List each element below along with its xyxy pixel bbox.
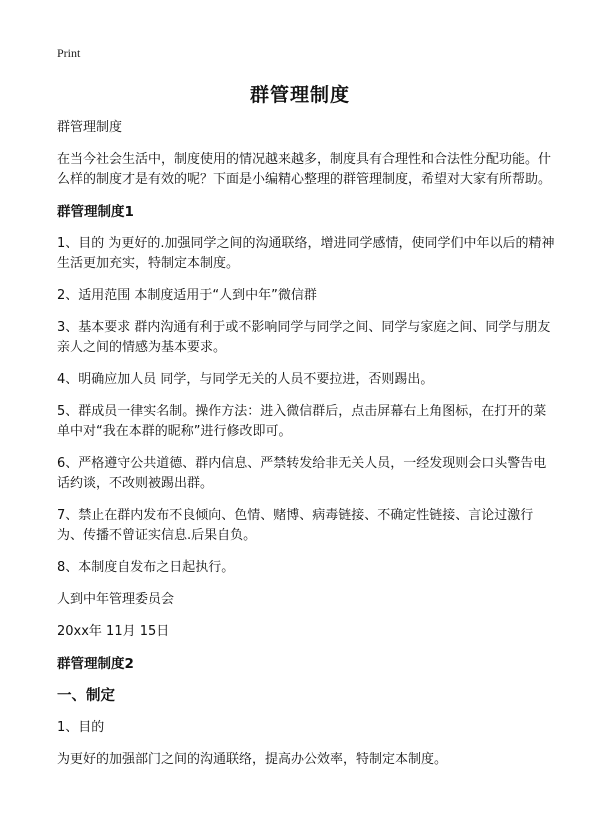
intro-paragraph: 在当今社会生活中，制度使用的情况越来越多，制度具有合理性和合法性分配功能。什么样的制度才是有效的呢？下面是小编精心整理的群管理制度，希望对大家有所帮助。	[57, 152, 552, 187]
section1-date: 20xx年 11月 15日	[57, 624, 170, 639]
section2-item-text: 为更好的加强部门之间的沟通联络，提高办公效率，特制定本制度。	[57, 752, 448, 767]
section1-item-4: 4、明确应加人员 同学，与同学无关的人员不要拉进，否则踢出。	[57, 372, 434, 387]
document-content	[57, 118, 557, 782]
section1-item-2: 2、适用范围 本制度适用于“人到中年”微信群	[57, 288, 317, 303]
section1-signature: 人到中年管理委员会	[57, 592, 175, 607]
section2-subheading: 一、制定	[57, 688, 115, 704]
document-subtitle: 群管理制度	[57, 120, 123, 135]
section1-heading: 群管理制度1	[57, 204, 134, 220]
section1-item-3: 3、基本要求 群内沟通有利于或不影响同学与同学之间、同学与家庭之间、同学与朋友亲人之间的情感为基本要求。	[57, 320, 551, 355]
section2-heading: 群管理制度2	[57, 656, 134, 672]
section1-item-8: 8、本制度自发布之日起执行。	[57, 560, 235, 575]
section1-item-5: 5、群成员一律实名制。操作方法：进入微信群后，点击屏幕右上角图标，在打开的菜单中对“我在本群的昵称”进行修改即可。	[57, 404, 547, 439]
section1-item-6: 6、严格遵守公共道德、群内信息、严禁转发给非无关人员，一经发现则会口头警告电话约谈，不改则被踢出群。	[57, 456, 547, 491]
section1-item-7: 7、禁止在群内发布不良倾向、色情、赌博、病毒链接、不确定性链接、言论过激行为、传播不曾证实信息.后果自负。	[57, 508, 534, 543]
document-title: 群管理制度	[249, 84, 350, 106]
section2-item-title: 1、目的	[57, 720, 105, 735]
print-label: Print	[57, 46, 81, 60]
section1-item-1: 1、目的 为更好的.加强同学之间的沟通联络，增进同学感情，使同学们中年以后的精神生活更加充实，特制定本制度。	[57, 236, 555, 271]
